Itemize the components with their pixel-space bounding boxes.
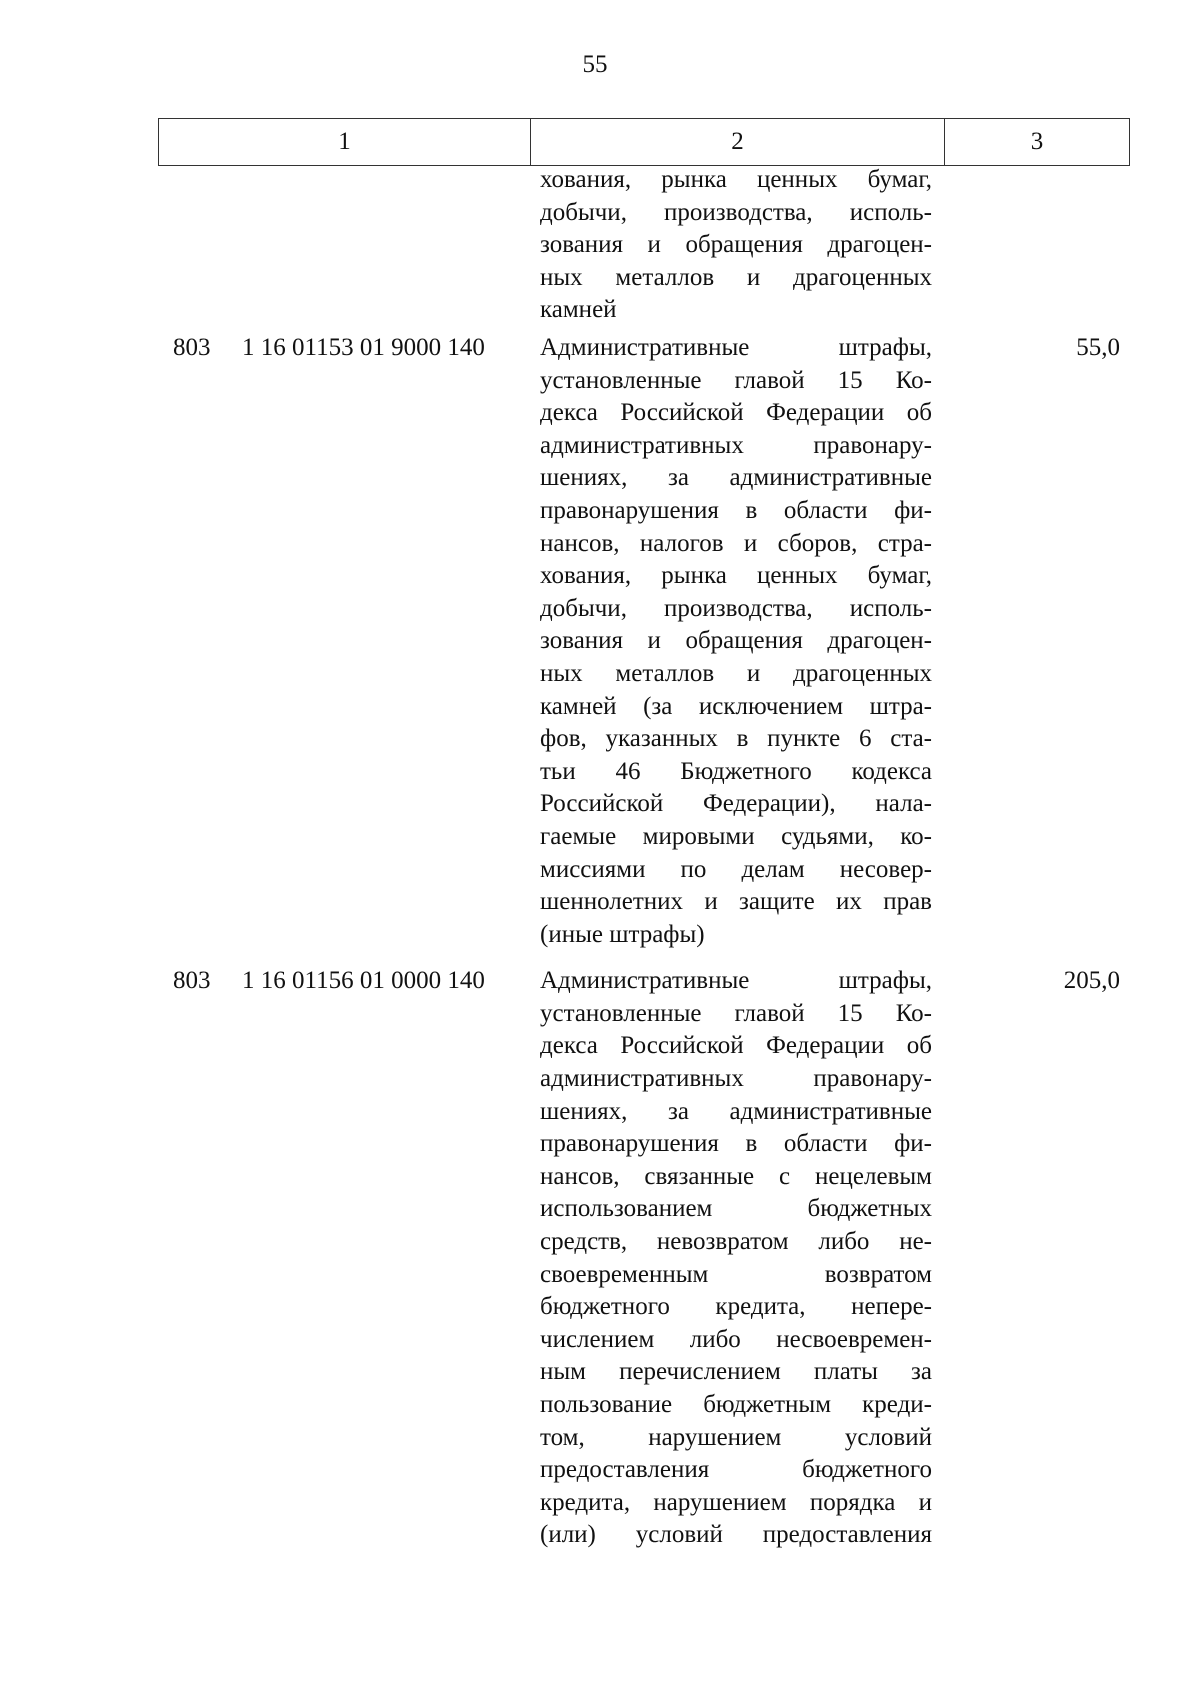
name-line: административных правонару-: [540, 431, 932, 459]
header-col-2: 2: [531, 119, 945, 165]
name-line: бюджетного кредита, непере-: [540, 1293, 932, 1321]
name-line: Административные штрафы,: [540, 967, 932, 995]
row-name: [540, 332, 932, 951]
name-line: Российской Федерации), нала-: [540, 790, 932, 818]
header-col-1: 1: [159, 119, 531, 165]
name-line: правонарушения в области фи-: [540, 496, 932, 524]
name-line: миссиями по делам несовер-: [540, 855, 932, 883]
name-line: шениях, за административные: [540, 464, 932, 492]
name-line: камней (за исключением штра-: [540, 692, 932, 720]
name-line: (или) условий предоставления: [540, 1521, 932, 1549]
name-line: декса Российской Федерации об: [540, 1032, 932, 1060]
amount: 55,0: [1076, 334, 1120, 361]
name-line: установленные главой 15 Ко-: [540, 999, 932, 1027]
name-line: кредита, нарушением порядка и: [540, 1488, 932, 1516]
table-body: [158, 164, 1130, 1552]
name-line: зования и обращения драгоцен-: [540, 627, 932, 655]
budget-code: 1 16 01153 01 9000 140: [242, 334, 485, 361]
name-line: средств, невозвратом либо не-: [540, 1228, 932, 1256]
row-gap: [158, 951, 1130, 965]
name-line: нансов, связанные с нецелевым: [540, 1162, 932, 1190]
name-line: шениях, за административные: [540, 1097, 932, 1125]
table-header: [158, 118, 1130, 166]
name-line: административных правонару-: [540, 1065, 932, 1093]
name-line: камней: [540, 296, 617, 324]
name-line: декса Российской Федерации об: [540, 399, 932, 427]
name-line: добычи, производства, исполь-: [540, 594, 932, 622]
name-line: числением либо несвоевремен-: [540, 1325, 932, 1353]
name-line: правонарушения в области фи-: [540, 1130, 932, 1158]
name-line: том, нарушением условий: [540, 1423, 932, 1451]
budget-code: 1 16 01156 01 0000 140: [242, 967, 485, 995]
amount: 205,0: [1063, 967, 1120, 995]
name-line: (иные штрафы): [540, 920, 705, 948]
table-row: [158, 965, 1130, 1552]
row-name-continuation: [540, 164, 932, 327]
name-line: использованием бюджетных: [540, 1195, 932, 1223]
name-line: фов, указанных в пункте 6 ста-: [540, 725, 932, 753]
name-line: предоставления бюджетного: [540, 1456, 932, 1484]
header-col-3: 3: [1030, 128, 1044, 155]
name-line: хования, рынка ценных бумаг,: [540, 166, 932, 193]
name-line: ных металлов и драгоценных: [540, 659, 932, 687]
name-line: нансов, налогов и сборов, стра-: [540, 529, 932, 557]
name-line: шеннолетних и защите их прав: [540, 888, 932, 916]
table-row: [158, 332, 1130, 951]
name-line: установленные главой 15 Ко-: [540, 366, 932, 394]
name-line: добычи, производства, исполь-: [540, 198, 932, 226]
name-line: зования и обращения драгоцен-: [540, 231, 932, 259]
name-line: тьи 46 Бюджетного кодекса: [540, 757, 932, 785]
name-line: гаемые мировыми судьями, ко-: [540, 822, 932, 850]
name-line: ным перечислением платы за: [540, 1358, 932, 1386]
name-line: пользование бюджетным креди-: [540, 1391, 932, 1418]
name-line: Административные штрафы,: [540, 334, 932, 361]
admin-code: 803: [173, 967, 211, 995]
admin-code: 803: [173, 334, 211, 361]
name-line: хования, рынка ценных бумаг,: [540, 562, 932, 590]
name-line: ных металлов и драгоценных: [540, 263, 932, 291]
table-row-continuation: [158, 164, 1130, 332]
page-number: 55: [582, 51, 608, 78]
name-line: своевременным возвратом: [540, 1260, 932, 1288]
row-name: [540, 965, 932, 1552]
